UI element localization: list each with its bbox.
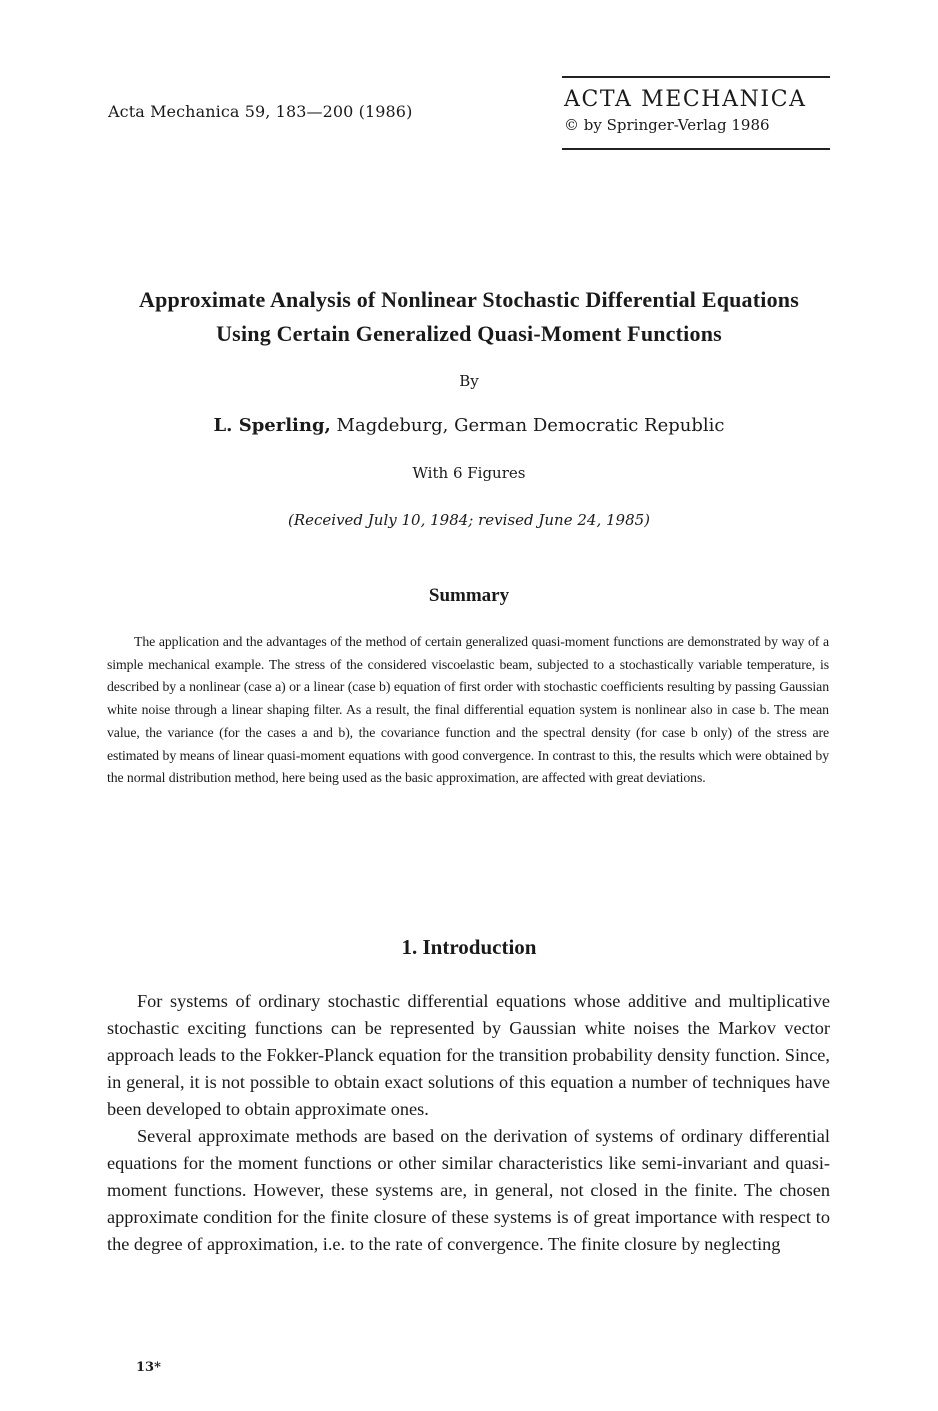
introduction-body: [107, 988, 830, 1258]
introduction-paragraph-2: Several approximate methods are based on the derivation of systems of ordinary differential equations for the moment functions or other similar characteristics like semi-invariant and quasi-moment functions. However, these systems are, in general, not closed in the finite. The chosen approximate condition for the finite closure of these systems is of great importance with respect to the degree of approximation, i.e. to the rate of convergence. The finite closure by neglecting: [107, 1126, 830, 1254]
author-affiliation: Magdeburg, German Democratic Republic: [330, 415, 725, 436]
copyright-notice: © by Springer-Verlag 1986: [564, 116, 770, 134]
title-line-1: Approximate Analysis of Nonlinear Stochastic Differential Equations: [139, 287, 799, 312]
author-line: [0, 415, 938, 436]
author-name: L. Sperling,: [213, 415, 331, 436]
received-dates: (Received July 10, 1984; revised June 24, 1985): [287, 511, 651, 529]
introduction-paragraph-1: For systems of ordinary stochastic differential equations whose additive and multiplicative stochastic exciting functions can be represented by Gaussian white noises the Markov vector approach leads to the Fokker-Planck equation for the transition probability density function. Since, in general, it is not possible to obtain exact solutions of this equation a number of techniques have been developed to obtain approximate ones.: [107, 991, 830, 1119]
page-signature-mark: 13*: [136, 1360, 161, 1375]
journal-masthead: [562, 76, 830, 150]
title-line-2: Using Certain Generalized Quasi-Moment Functions: [216, 321, 722, 346]
article-title: [100, 283, 838, 351]
journal-citation: Acta Mechanica 59, 183—200 (1986): [108, 102, 413, 121]
summary-text: The application and the advantages of the method of certain generalized quasi-moment functions are demonstrated by way of a simple mechanical example. The stress of the considered viscoelastic beam, subjected to a stochastically variable temperature, is described by a nonlinear (case a) or a linear (case b) equation of first order with stochastic coefficients resulting by passing Gaussian white noise through a linear shaping filter. As a result, the final differential equation system is nonlinear also in case b. The mean value, the variance (for the cases a and b), the covariance function and the spectral density (for case b only) of the stress are estimated by means of linear quasi-moment equations with good convergence. In contrast to this, the results which were obtained by the normal distribution method, here being used as the basic approximation, are affected with great deviations.: [107, 634, 829, 786]
journal-name: ACTA MECHANICA: [564, 87, 807, 112]
byline-by: By: [459, 372, 479, 390]
figures-note: With 6 Figures: [412, 464, 526, 482]
summary-heading: Summary: [428, 585, 510, 606]
introduction-heading: 1. Introduction: [401, 935, 537, 959]
